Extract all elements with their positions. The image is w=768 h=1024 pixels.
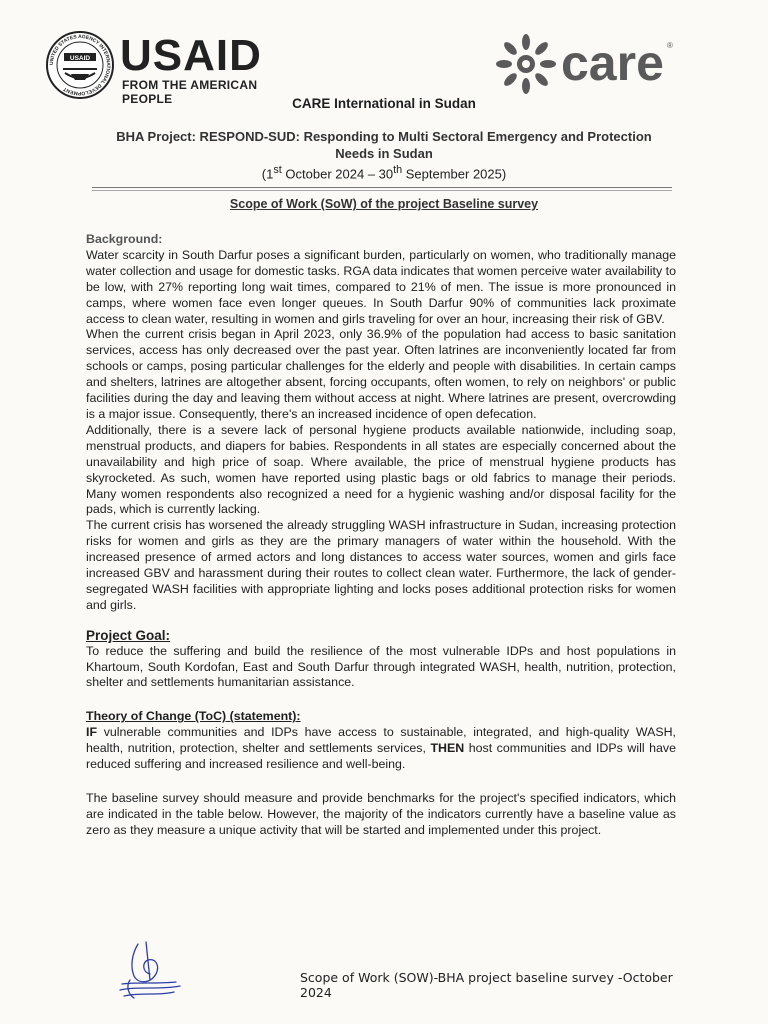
project-title [60, 128, 708, 162]
care-logo [495, 33, 685, 95]
dates-end-sup: th [393, 164, 403, 176]
svg-text:USAID: USAID [69, 55, 91, 62]
care-wordmark: care [561, 35, 664, 91]
care-emblem-icon [495, 33, 557, 95]
toc-then: THEN [430, 741, 465, 756]
usaid-tagline: FROM THE AMERICAN PEOPLE [122, 78, 258, 106]
header-divider-secondary [92, 190, 672, 191]
sow-title: Scope of Work (SoW) of the project Baseline survey [229, 197, 539, 211]
dates-start-sup: st [273, 164, 282, 176]
toc-heading: Theory of Change (ToC) (statement): [86, 709, 301, 724]
care-registered-mark: ® [667, 41, 673, 50]
background-heading: Background: [86, 232, 163, 246]
signature-icon [116, 940, 186, 1002]
project-dates [60, 164, 708, 181]
project-title-line2: Needs in Sudan [335, 146, 433, 161]
document-body [86, 232, 676, 839]
background-paragraph-3: Additionally, there is a severe lack of personal hygiene products available nationwide, including soap, menstrual products, and diapers for babies. Respondents in all states are especially concerned about the unavailability and high price of soap. Where available, the price of menstrual hygiene products has skyrocketed. As such, women have reported using plastic bags or old fabrics to manage their periods. Many women respondents also recognized a need for a hygienic washing and/or disposal facility for the pads, which is currently lacking. [86, 422, 676, 517]
usaid-seal-icon [45, 30, 115, 100]
dates-start-day: 1 [266, 166, 274, 182]
background-paragraph-4: The current crisis has worsened the already struggling WASH infrastructure in Sudan, increasing protection risks for women and girls as they are the primary managers of water within the household. With the increased presence of armed actors and long distances to access water sources, women and girls face increased GBV and harassment during their routes to collect clean water. Furthermore, the lack of gender-segregated WASH facilities with appropriate lighting and locks poses additional protection risks for women and girls. [86, 518, 676, 612]
dates-open: ( [261, 166, 267, 182]
org-title: CARE International in Sudan [292, 96, 476, 111]
baseline-paragraph: The baseline survey should measure and provide benchmarks for the project's specified indicators, which are indicated in the table below. However, the majority of the indicators currently have a baseline value as zero as they measure a unique activity that will be started and implemented under this project. [86, 791, 676, 837]
project-goal-heading: Project Goal: [86, 627, 171, 643]
toc-text-a: vulnerable communities and IDPs have access to sustainable, integrated, and high-quality WASH, health, nutrition, protection, shelter and settlements services, [86, 725, 676, 756]
toc-if: IF [86, 725, 98, 740]
project-goal-text: To reduce the suffering and build the resilience of the most vulnerable IDPs and host populations in Khartoum, South Kordofan, East and South Darfur through integrated WASH, health, nutrition, protection, shelter and settlements humanitarian assistance. [86, 643, 676, 690]
project-title-line1: BHA Project: RESPOND-SUD: Responding to Multi Sectoral Emergency and Protection [116, 129, 652, 144]
header-divider [92, 187, 672, 188]
toc-statement [86, 725, 676, 773]
footer-text: Scope of Work (SOW)-BHA project baseline survey -October 2024 [300, 970, 673, 1000]
svg-text:UNITED STATES AGENCY INTERNATI: UNITED STATES AGENCY INTERNATIONAL DEVELOPMENT [48, 33, 112, 97]
background-paragraph-1: Water scarcity in South Darfur poses a significant burden, particularly on women, who traditionally manage water collection and usage for domestic tasks. RGA data indicates that women perceive water availability to be low, with 27% reporting long wait times, compared to 21% of men. The issue is more pronounced in camps, where women face even longer queues. In South Darfur 90% of communities lack proximate access to clean water, resulting in women and girls traveling for over an hour, increasing their risk of GBV. [86, 247, 676, 326]
background-paragraph-2: When the current crisis began in April 2023, only 36.9% of the population had access to basic sanitation services, access has only decreased over the past year. Often latrines are inconveniently located far from schools or camps, posing particular challenges for the elderly and people with disabilities. In certain camps and shelters, latrines are altogether absent, forcing occupants, often women, to rely on neighbors' or public facilities during the day and leaving them without access at night. Where latrines are present, overcrowding is a major issue. Consequently, there's an increased incidence of open defecation. [86, 327, 676, 421]
dates-start-rest: October 2024 – 30 [281, 166, 394, 182]
usaid-wordmark: USAID [120, 31, 262, 80]
toc-text-b: host communities and IDPs will have reduced suffering and increased resilience and well-being. [86, 741, 676, 772]
dates-end-rest: September 2025) [402, 166, 507, 182]
